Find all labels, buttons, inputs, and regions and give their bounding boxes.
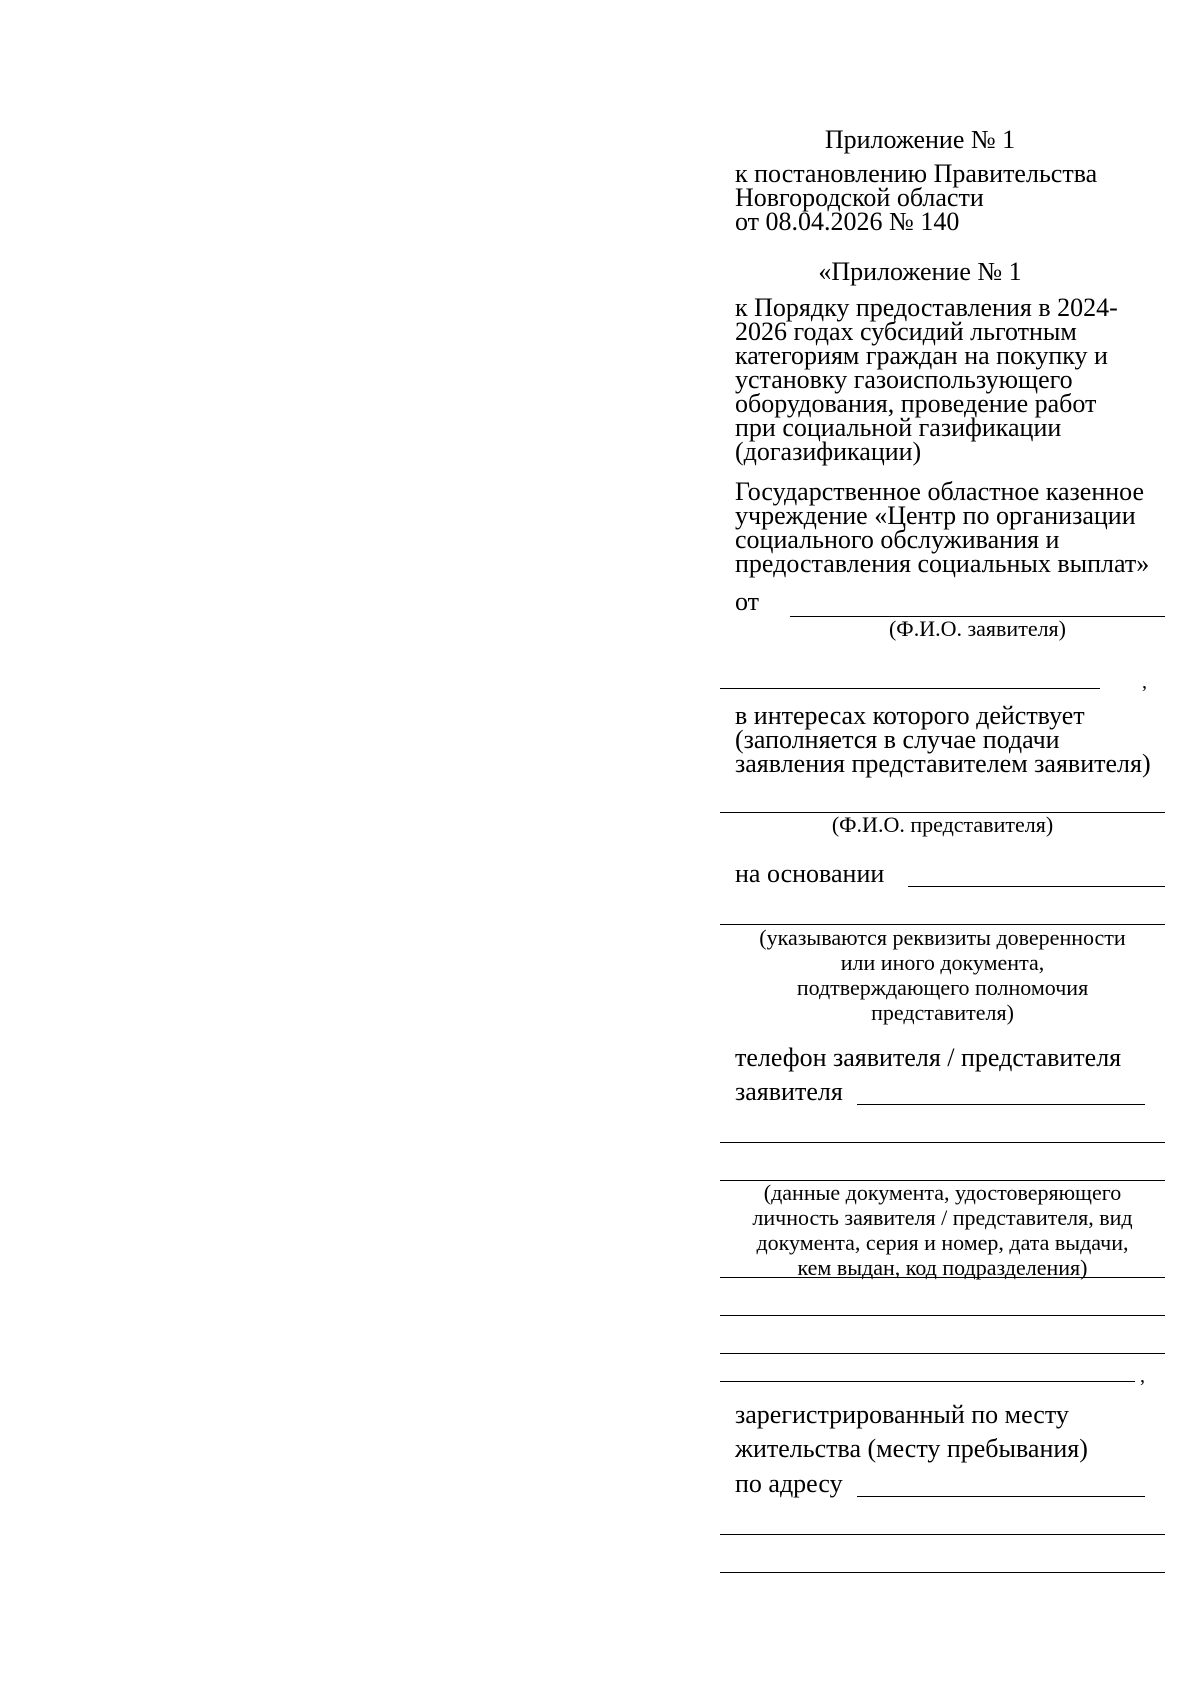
from-label: от bbox=[735, 587, 760, 616]
registered-line-1: зарегистрированный по месту bbox=[735, 1400, 1069, 1429]
representative-line-1: в интересах которого действует bbox=[735, 701, 1085, 730]
basis-hint-line-4: представителя) bbox=[871, 1000, 1014, 1025]
identity-field-1[interactable] bbox=[720, 1142, 1165, 1143]
nested-appendix-title: «Приложение № 1 bbox=[818, 257, 1022, 286]
identity-hint-line-4: кем выдан, код подразделения) bbox=[797, 1255, 1088, 1280]
basis-hint-line-3: подтверждающего полномочия bbox=[796, 975, 1089, 1000]
address-field-continued-2[interactable] bbox=[720, 1572, 1165, 1573]
phone-label-line-1: телефон заявителя / представителя bbox=[735, 1043, 1122, 1072]
applicant-name-hint: (Ф.И.О. заявителя) bbox=[888, 616, 1067, 641]
resolution-line-3: от 08.04.2026 № 140 bbox=[735, 207, 960, 236]
addressee-line-4: предоставления социальных выплат» bbox=[735, 549, 1150, 578]
identity-hint-line-1: (данные документа, удостоверяющего bbox=[763, 1180, 1122, 1205]
identity-hint-line-3: документа, серия и номер, дата выдачи, bbox=[756, 1230, 1129, 1255]
basis-hint-line-1: (указываются реквизиты доверенности bbox=[759, 925, 1126, 950]
resolution-line-1: к постановлению Правительства bbox=[735, 159, 1098, 188]
basis-hint-line-2: или иного документа, bbox=[840, 950, 1045, 975]
identity-field-3[interactable] bbox=[720, 1277, 1165, 1278]
order-line-5: оборудования, проведение работ bbox=[735, 389, 1097, 418]
order-line-7: (догазификации) bbox=[735, 437, 922, 466]
basis-label: на основании bbox=[735, 859, 885, 888]
order-line-1: к Порядку предоставления в 2024- bbox=[735, 293, 1118, 322]
basis-field[interactable] bbox=[908, 886, 1165, 887]
resolution-line-2: Новгородской области bbox=[735, 183, 984, 212]
identity-field-4[interactable] bbox=[720, 1315, 1165, 1316]
registered-line-2: жительства (месту пребывания) bbox=[735, 1434, 1088, 1463]
addressee-line-2: учреждение «Центр по организации bbox=[735, 501, 1136, 530]
identity-hint-line-2: личность заявителя / представителя, вид bbox=[752, 1205, 1133, 1230]
identity-field-5[interactable] bbox=[720, 1353, 1165, 1354]
address-field[interactable] bbox=[857, 1496, 1145, 1497]
representative-name-hint: (Ф.И.О. представителя) bbox=[831, 812, 1054, 837]
order-line-4: установку газоиспользующего bbox=[735, 365, 1073, 394]
appendix-title: Приложение № 1 bbox=[824, 125, 1016, 154]
identity-field-6[interactable] bbox=[720, 1381, 1135, 1382]
address-field-continued-1[interactable] bbox=[720, 1534, 1165, 1535]
address-label: по адресу bbox=[735, 1469, 843, 1498]
addressee-line-3: социального обслуживания и bbox=[735, 525, 1060, 554]
representative-line-2: (заполняется в случае подачи bbox=[735, 725, 1060, 754]
representative-line-3: заявления представителем заявителя) bbox=[735, 749, 1151, 778]
comma-mark: , bbox=[1142, 671, 1147, 693]
phone-field[interactable] bbox=[857, 1104, 1145, 1105]
order-line-3: категориям граждан на покупку и bbox=[735, 341, 1108, 370]
applicant-name-field-continued[interactable] bbox=[720, 688, 1100, 689]
comma-mark-2: , bbox=[1140, 1365, 1145, 1387]
order-line-2: 2026 годах субсидий льготным bbox=[735, 317, 1077, 346]
addressee-line-1: Государственное областное казенное bbox=[735, 477, 1145, 506]
order-line-6: при социальной газификации bbox=[735, 413, 1062, 442]
phone-label-line-2: заявителя bbox=[735, 1077, 843, 1106]
